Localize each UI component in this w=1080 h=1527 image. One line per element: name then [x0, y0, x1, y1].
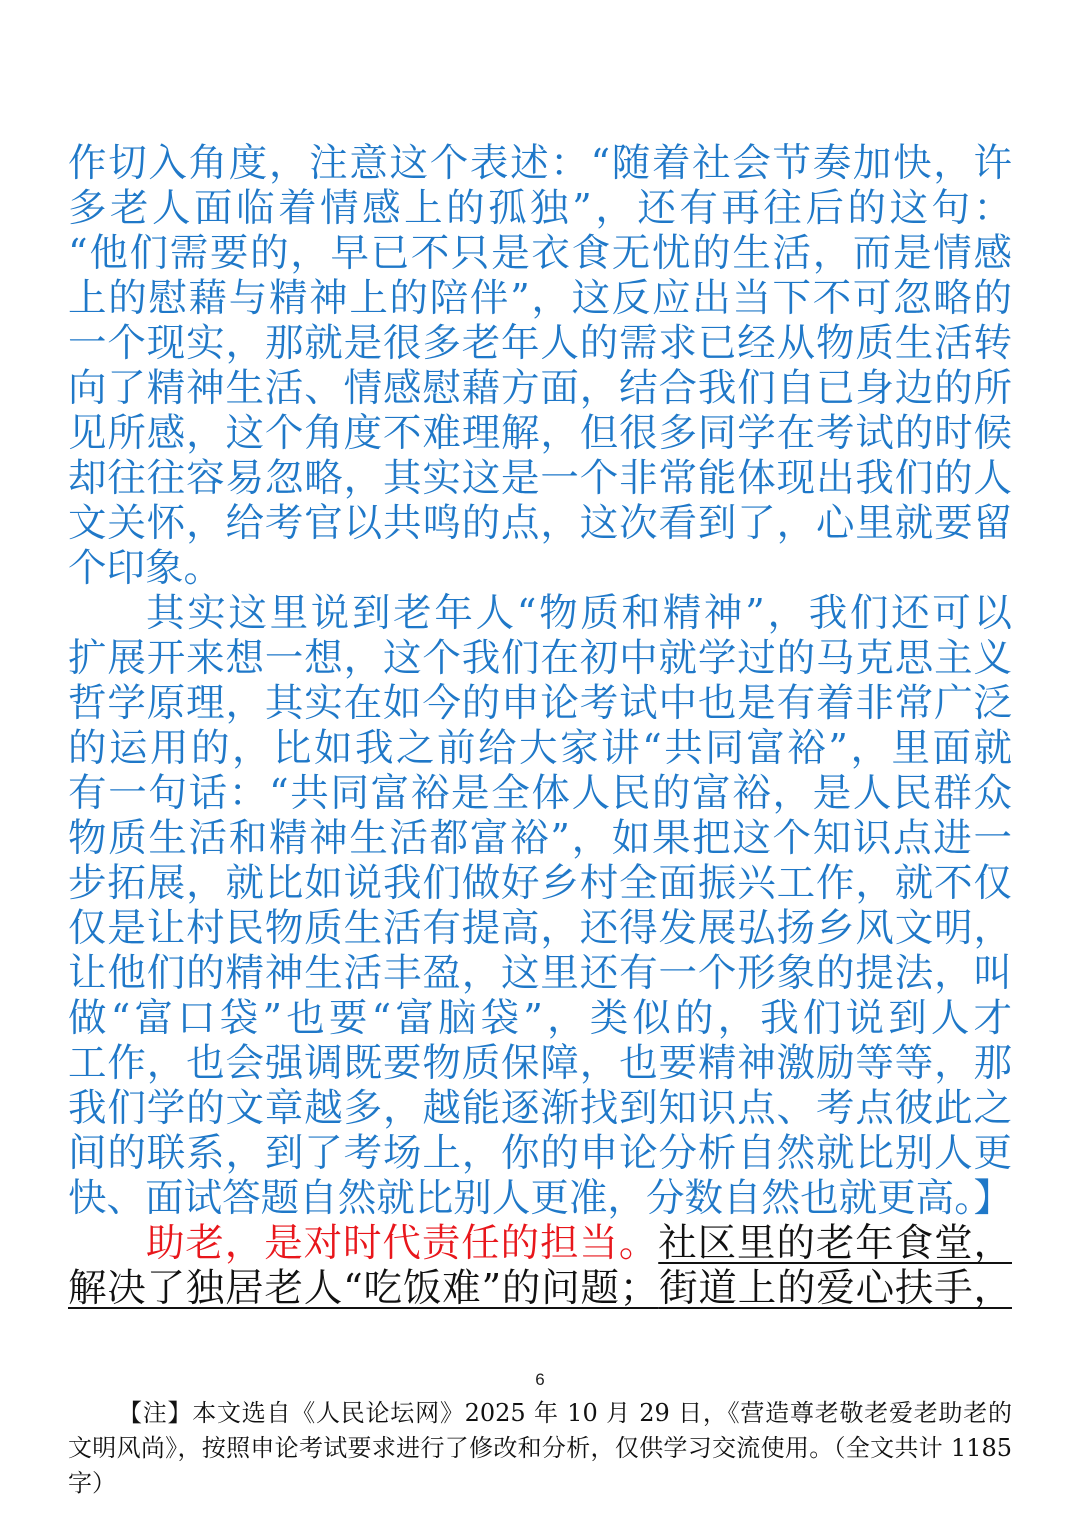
note-line: 字） — [68, 1469, 116, 1497]
final-paragraph-line-1 — [146, 1221, 1012, 1267]
body-line: 物质生活和精神生活都富裕”，如果把这个知识点进一 — [68, 816, 1012, 861]
body-line: 的运用的，比如我之前给大家讲“共同富裕”，里面就 — [68, 726, 1012, 771]
body-line: 多老人面临着情感上的孤独”，还有再往后的这句： — [68, 186, 1012, 231]
underlined-text: 街道上的爱心扶手， — [658, 1266, 1012, 1311]
body-line: 作切入角度，注意这个表述：“随着社会节奏加快，许 — [68, 141, 1012, 186]
body-line: 文关怀，给考官以共鸣的点，这次看到了，心里就要留 — [68, 501, 1012, 546]
body-line: 快、面试答题自然就比别人更准，分数自然也就更高。】 — [68, 1176, 1012, 1221]
body-line: 却往往容易忽略，其实这是一个非常能体现出我们的人 — [68, 456, 1012, 501]
final-paragraph-line-2 — [68, 1266, 1012, 1312]
page-number: 6 — [535, 1370, 545, 1389]
body-line: 步拓展，就比如说我们做好乡村全面振兴工作，就不仅 — [68, 861, 1012, 906]
body-line: 有一句话：“共同富裕是全体人民的富裕，是人民群众 — [68, 771, 1012, 816]
body-line: 上的慰藉与精神上的陪伴”，这反应出当下不可忽略的 — [68, 276, 1012, 321]
body-line: 个印象。 — [68, 546, 223, 591]
body-line: 扩展开来想一想，这个我们在初中就学过的马克思主义 — [68, 636, 1012, 681]
body-line: “他们需要的，早已不只是衣食无忧的生活，而是情感 — [68, 231, 1012, 276]
body-line: 仅是让村民物质生活有提高，还得发展弘扬乡风文明， — [68, 906, 1012, 951]
body-line: 间的联系，到了考场上，你的申论分析自然就比别人更 — [68, 1131, 1012, 1176]
body-line: 向了精神生活、情感慰藉方面，结合我们自已身边的所 — [68, 366, 1012, 411]
body-line: 哲学原理，其实在如今的申论考试中也是有着非常广泛 — [68, 681, 1012, 726]
underlined-text: 社区里的老年食堂， — [658, 1221, 1012, 1266]
body-line: 其实这里说到老年人“物质和精神”，我们还可以 — [146, 591, 1012, 636]
note-line: 【注】本文选自《人民论坛网》2025 年 10 月 29 日，《营造尊老敬老爱老助老的 — [118, 1399, 1012, 1427]
red-heading-text: 助老，是对时代责任的担当。 — [146, 1221, 659, 1266]
body-line: 见所感，这个角度不难理解，但很多同学在考试的时候 — [68, 411, 1012, 456]
body-line: 我们学的文章越多，越能逐渐找到知识点、考点彼此之 — [68, 1086, 1012, 1131]
body-line: 做“富口袋”也要“富脑袋”，类似的，我们说到人才 — [68, 996, 1012, 1041]
note-line: 文明风尚》，按照申论考试要求进行了修改和分析，仅供学习交流使用。（全文共计 1185 — [68, 1434, 1012, 1462]
body-line: 让他们的精神生活丰盈，这里还有一个形象的提法，叫 — [68, 951, 1012, 996]
body-line: 工作，也会强调既要物质保障，也要精神激励等等，那 — [68, 1041, 1012, 1086]
body-line: 一个现实，那就是很多老年人的需求已经从物质生活转 — [68, 321, 1012, 366]
underlined-text: 解决了独居老人“吃饭难”的问题； — [68, 1266, 659, 1311]
